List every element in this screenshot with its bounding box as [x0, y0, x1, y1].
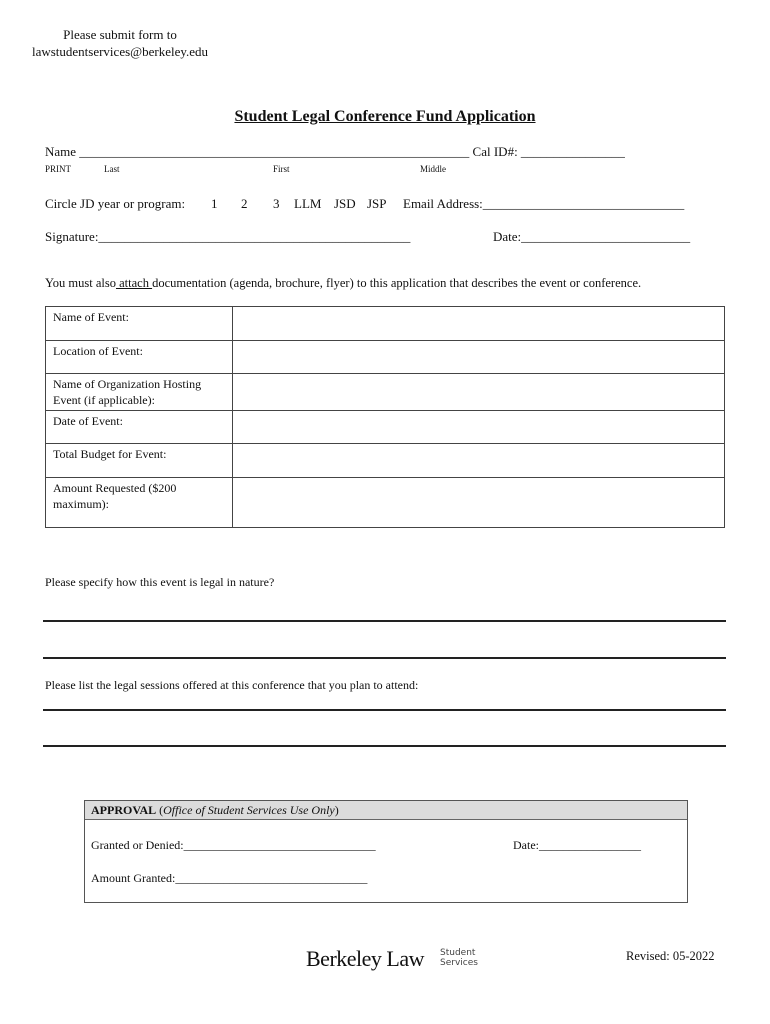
legal-sessions-answer-line-2[interactable]	[43, 745, 726, 747]
legal-nature-answer-line-1[interactable]	[43, 620, 726, 622]
logo-sub-line-2: Services	[440, 958, 478, 968]
amount-requested-input[interactable]	[233, 478, 725, 528]
email-field[interactable]: Email Address:_______________________________	[403, 196, 685, 211]
total-budget-input[interactable]	[233, 444, 725, 478]
event-details-table	[45, 306, 725, 528]
submit-email: lawstudentservices@berkeley.edu	[31, 44, 209, 59]
event-date-input[interactable]	[233, 411, 725, 444]
host-organization-label: Name of Organization Hosting Event (if applicable):	[46, 374, 233, 411]
event-date-label: Date of Event:	[46, 411, 233, 444]
approval-date-field[interactable]: Date:_________________	[513, 838, 641, 852]
submit-line-1: Please submit form to	[63, 27, 177, 42]
cal-id-field[interactable]: Cal ID#: ________________	[472, 144, 625, 159]
legal-sessions-question: Please list the legal sessions offered at this conference that you plan to attend:	[45, 678, 419, 692]
attach-note-underlined: attach	[115, 276, 153, 290]
last-hint: Last	[104, 164, 120, 174]
event-location-label: Location of Event:	[46, 341, 233, 374]
program-option-3[interactable]: 3	[273, 196, 280, 211]
middle-hint: Middle	[420, 164, 446, 174]
table-row	[46, 478, 725, 528]
program-option-1[interactable]: 1	[211, 196, 218, 211]
name-label: Name	[45, 144, 77, 159]
table-row	[46, 444, 725, 478]
logo-wordmark: Berkeley Law	[306, 946, 424, 971]
amount-granted-field[interactable]: Amount Granted:________________________________	[91, 871, 368, 885]
table-row	[46, 307, 725, 341]
event-name-input[interactable]	[233, 307, 725, 341]
submit-instructions	[20, 26, 220, 60]
attach-note-before: You must also	[45, 276, 116, 290]
berkeley-law-logo	[306, 946, 424, 972]
name-row	[45, 144, 625, 160]
name-field[interactable]: ____________________________________________________________	[79, 144, 470, 159]
table-row	[46, 341, 725, 374]
total-budget-label: Total Budget for Event:	[46, 444, 233, 478]
approval-heading: APPROVAL (Office of Student Services Use Only)	[85, 801, 687, 820]
table-row	[46, 411, 725, 444]
approval-box	[84, 800, 688, 903]
event-location-input[interactable]	[233, 341, 725, 374]
program-option-llm[interactable]: LLM	[294, 196, 322, 211]
page-title: Student Legal Conference Fund Application	[234, 108, 536, 125]
host-organization-input[interactable]	[233, 374, 725, 411]
signature-field[interactable]: Signature:________________________________________________	[45, 229, 411, 244]
granted-or-denied-field[interactable]: Granted or Denied:________________________________	[91, 838, 376, 852]
first-hint: First	[273, 164, 290, 174]
program-label: Circle JD year or program:	[45, 196, 186, 211]
legal-nature-question: Please specify how this event is legal in nature?	[45, 575, 275, 589]
table-row	[46, 374, 725, 411]
legal-nature-answer-line-2[interactable]	[43, 657, 726, 659]
attach-note-after: documentation (agenda, brochure, flyer) to this application that describes the event or conference.	[152, 276, 642, 290]
approval-heading-italic: Office of Student Services Use Only	[163, 803, 335, 817]
event-name-label: Name of Event:	[46, 307, 233, 341]
attach-note	[45, 276, 641, 291]
program-option-2[interactable]: 2	[241, 196, 248, 211]
logo-sub-line-1: Student	[440, 948, 476, 958]
approval-heading-bold: APPROVAL	[91, 803, 157, 817]
signature-date-field[interactable]: Date:__________________________	[493, 229, 691, 244]
legal-sessions-answer-line-1[interactable]	[43, 709, 726, 711]
print-hint: PRINT	[45, 164, 72, 174]
student-services-logo	[440, 948, 478, 968]
program-option-jsp[interactable]: JSP	[367, 196, 387, 211]
program-option-jsd[interactable]: JSD	[334, 196, 356, 211]
revised-date: Revised: 05-2022	[626, 949, 715, 963]
amount-requested-label: Amount Requested ($200 maximum):	[46, 478, 233, 528]
